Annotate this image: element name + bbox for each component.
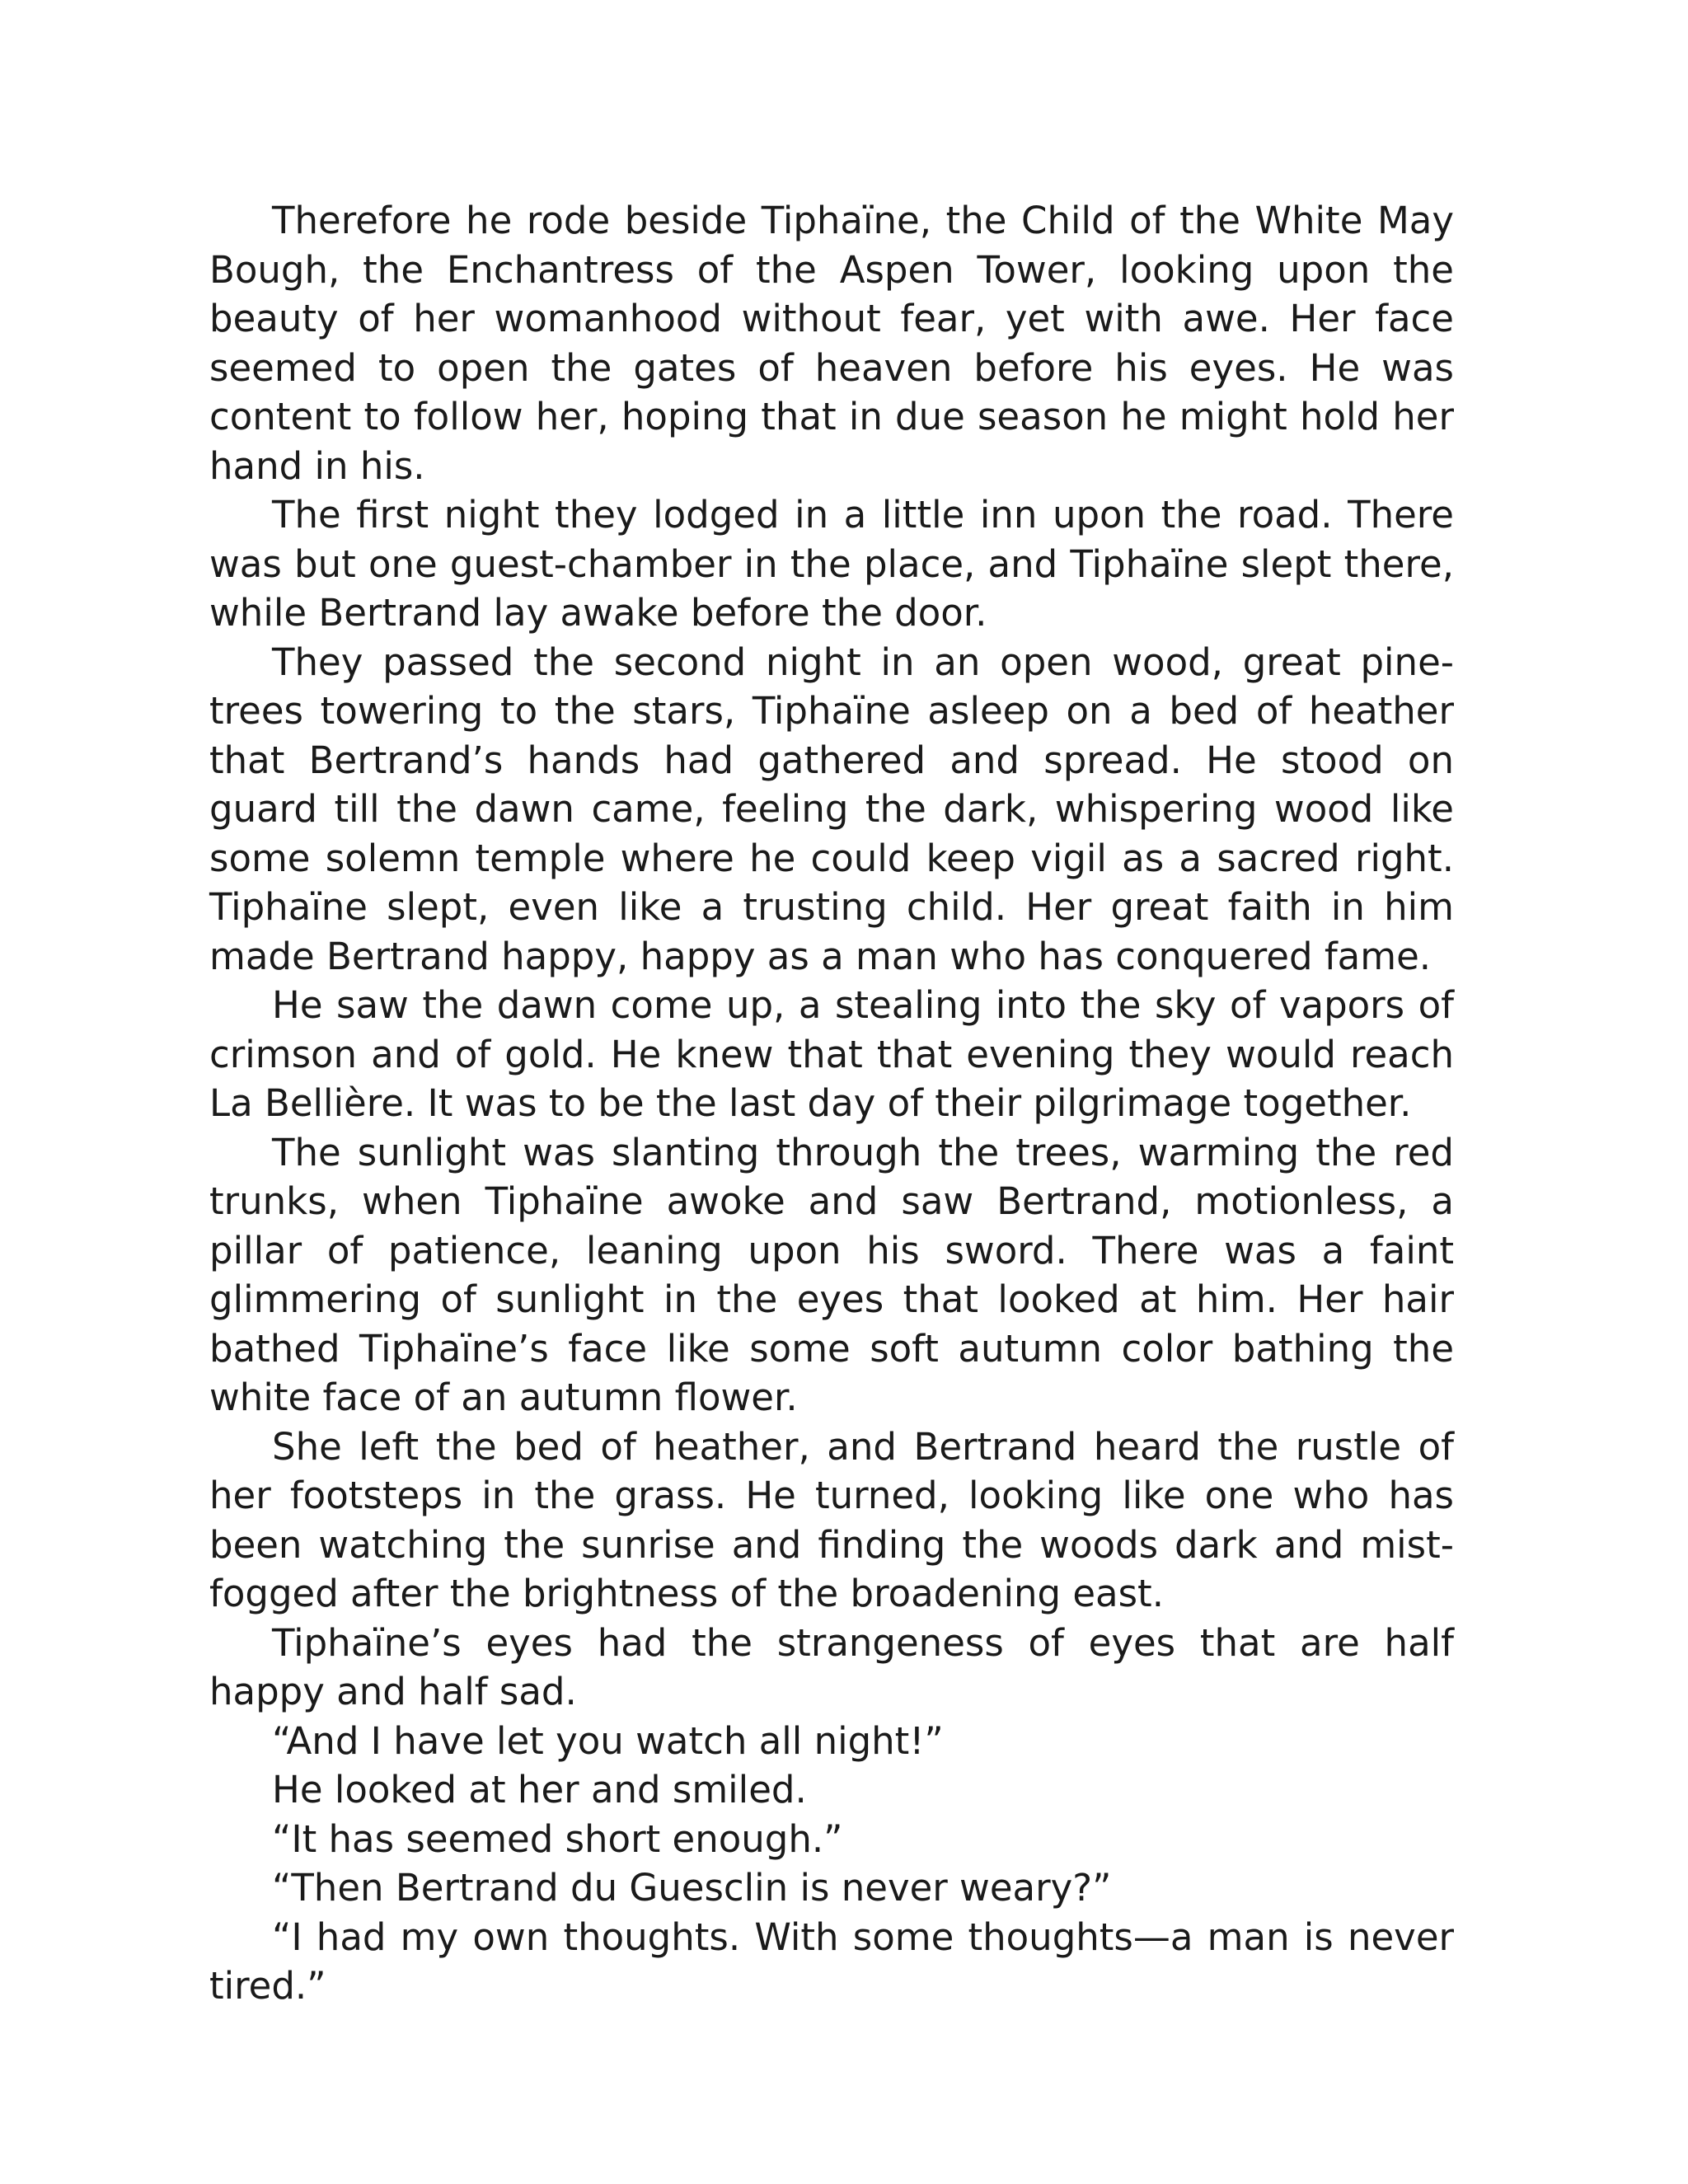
dialogue-line-2: “It has seemed short enough.” (272, 1816, 843, 1861)
dialogue-line-3: “Then Bertrand du Guesclin is never weary?” (272, 1866, 1112, 1910)
paragraph-7: Tiphaïne’s eyes had the strangeness of eyes that are half happy and half sad. (209, 1620, 1454, 1713)
page-body (209, 196, 1454, 2011)
dialogue-line-4: “I had my own thoughts. With some thoughts—a man is never tired.” (209, 1915, 1454, 2008)
paragraph-3: They passed the second night in an open wood, great pine-trees towering to the stars, Tiphaïne asleep on a bed of heather that Bertrand’s hands had gathered and spread. He stood on guard till the dawn came, feeling the dark, whispering wood like some solemn temple where he could keep vigil as a sacred right. Tiphaïne slept, even like a trusting child. Her great faith in him made Bertrand happy, happy as a man who has conquered fame. (209, 640, 1454, 978)
paragraph-6: She left the bed of heather, and Bertrand heard the rustle of her footsteps in the grass. He turned, looking like one who has been watching the sunrise and finding the woods dark and mist-fogged after the brightness of the broadening east. (209, 1424, 1454, 1615)
dialogue-line-1: “And I have let you watch all night!” (272, 1718, 944, 1763)
paragraph-4: He saw the dawn come up, a stealing into the sky of vapors of crimson and of gold. He knew that that evening they would reach La Bellière. It was to be the last day of their pilgrimage together. (209, 983, 1454, 1125)
paragraph-5: The sunlight was slanting through the trees, warming the red trunks, when Tiphaïne awoke and saw Bertrand, motionless, a pillar of patience, leaning upon his sword. There was a faint glimmering of sunlight in the eyes that looked at him. Her hair bathed Tiphaïne’s face like some soft autumn color bathing the white face of an autumn flower. (209, 1130, 1454, 1419)
narration-line: He looked at her and smiled. (272, 1768, 807, 1811)
paragraph-2: The first night they lodged in a little inn upon the road. There was but one guest-chamber in the place, and Tiphaïne slept there, while Bertrand lay awake before the door. (209, 493, 1454, 635)
paragraph-1: Therefore he rode beside Tiphaïne, the Child of the White May Bough, the Enchantress of the Aspen Tower, looking upon the beauty of her womanhood without fear, yet with awe. Her face seemed to open the gates of heaven before his eyes. He was content to follow her, hoping that in due season he might hold her hand in his. (209, 199, 1454, 488)
